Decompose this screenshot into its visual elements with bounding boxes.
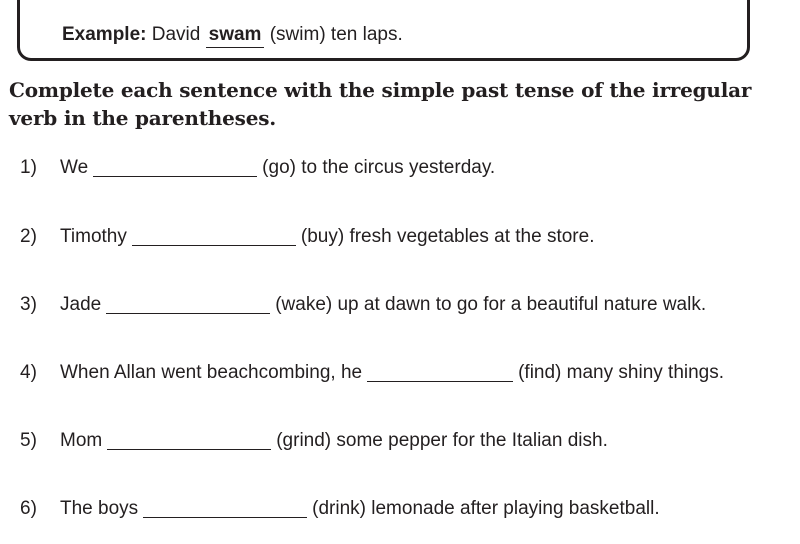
instructions: Complete each sentence with the simple past tense of the irregular verb in the parentheses. xyxy=(9,78,752,130)
sentence-end: (wake) up at dawn to go for a beautiful nature walk. xyxy=(275,294,707,315)
exercise-item-4 xyxy=(0,358,800,388)
exercise-item-3 xyxy=(0,290,800,320)
sentence-start: The boys xyxy=(60,498,139,519)
sentence-start: When Allan went beachcombing, he xyxy=(60,362,363,383)
sentence-end: (go) to the circus yesterday. xyxy=(262,157,496,178)
answer-blank-6[interactable] xyxy=(143,497,307,518)
sentence-end: (drink) lemonade after playing basketball. xyxy=(312,498,660,519)
sentence-start: We xyxy=(60,157,89,178)
item-number: 1) xyxy=(20,157,37,178)
exercise-item-6 xyxy=(0,494,800,524)
example-rest: (swim) ten laps. xyxy=(269,24,403,45)
sentence-start: Jade xyxy=(60,294,102,315)
sentence-end: (grind) some pepper for the Italian dish. xyxy=(276,430,608,451)
answer-blank-5[interactable] xyxy=(107,429,271,450)
example-answer: swam xyxy=(206,24,265,48)
item-sentence xyxy=(60,222,594,252)
sentence-end: (buy) fresh vegetables at the store. xyxy=(300,226,595,247)
answer-blank-3[interactable] xyxy=(106,293,270,314)
item-sentence xyxy=(60,426,608,456)
item-sentence xyxy=(60,358,724,388)
sentence-start: Timothy xyxy=(60,226,127,247)
answer-blank-4[interactable] xyxy=(367,361,513,382)
item-number: 5) xyxy=(20,430,37,451)
sentence-end: (find) many shiny things. xyxy=(518,362,725,383)
answer-blank-1[interactable] xyxy=(93,156,257,177)
item-number: 6) xyxy=(20,498,37,519)
example-subject: David xyxy=(151,24,201,45)
item-sentence xyxy=(60,494,660,524)
example-label: Example: xyxy=(62,24,147,45)
item-number: 2) xyxy=(20,226,37,247)
item-sentence xyxy=(60,153,495,183)
item-sentence xyxy=(60,290,706,320)
exercise-item-2 xyxy=(0,222,800,252)
answer-blank-2[interactable] xyxy=(132,225,296,246)
item-number: 4) xyxy=(20,362,37,383)
sentence-start: Mom xyxy=(60,430,103,451)
exercise-item-1 xyxy=(0,153,800,183)
example-sentence xyxy=(62,22,403,48)
item-number: 3) xyxy=(20,294,37,315)
exercise-item-5 xyxy=(0,426,800,456)
